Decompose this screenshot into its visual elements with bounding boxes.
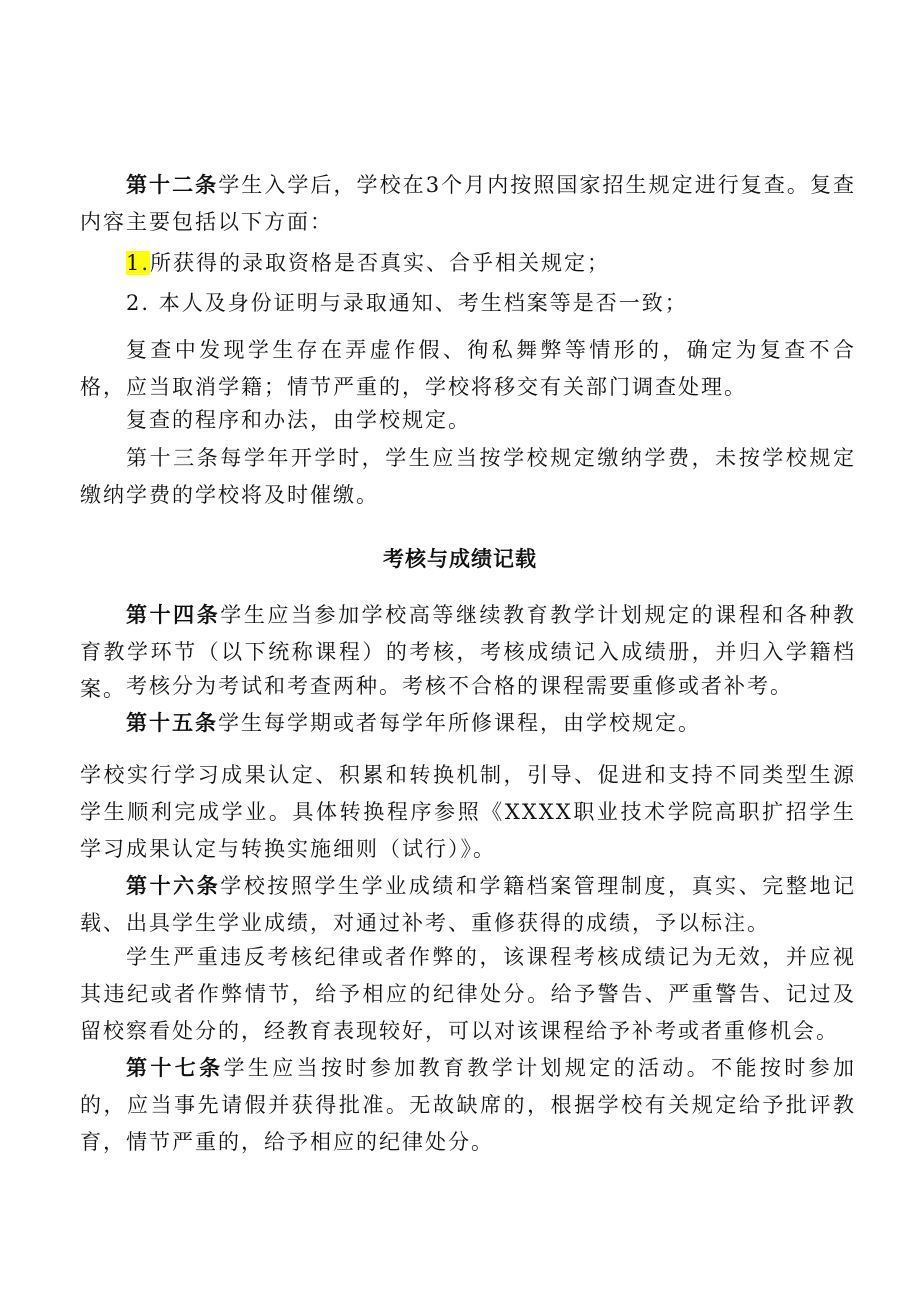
article-17-text: 学生应当按时参加教育教学计划规定的活动。不能按时参加的，应当事先请假并获得批准。无故缺席的，根据学校有关规定给予批评教育，情节严重的，给予相应的纪律处分。 xyxy=(80,1056,857,1154)
article-16-paragraph-2: 学生严重违反考核纪律或者作弊的，该课程考核成绩记为无效，并应视其违纪或者作弊情节，给予相应的纪律处分。给予警告、严重警告、记过及留校察看处分的，经教育表现较好，可以对该课程给予补考或者重修机会。 xyxy=(80,945,856,1043)
article-12-item-1 xyxy=(80,245,856,282)
section-title: 考核与成绩记载 xyxy=(383,547,537,571)
article-13-paragraph: 第十三条每学年开学时，学生应当按学校规定缴纳学费，未按学校规定缴纳学费的学校将及时催缴。 xyxy=(80,446,856,507)
item-1-number: 1. xyxy=(126,251,151,275)
article-12-paragraph xyxy=(80,166,856,241)
article-15-label: 第十五条 xyxy=(126,710,218,735)
article-16-label: 第十六条 xyxy=(126,873,221,898)
article-17-label: 第十七条 xyxy=(126,1055,224,1080)
article-12-item-2: 2. 本人及身份证明与录取通知、考生档案等是否一致； xyxy=(126,291,688,315)
article-14-paragraph-2: 考核分为考试和考查两种。考核不合格的课程需要重修或者补考。 xyxy=(126,674,793,698)
article-12-label: 第十二条 xyxy=(126,172,219,197)
article-15-paragraph-2: 学校实行学习成果认定、积累和转换机制，引导、促进和支持不同类型生源学生顺利完成学业。具体转换程序参照《XXXX职业技术学院高职扩招学生学习成果认定与转换实施细则（试行）》。 xyxy=(80,763,856,861)
article-16-text: 学校按照学生学业成绩和学籍档案管理制度，真实、完整地记载、出具学生学业成绩，对通过补考、重修获得的成绩，予以标注。 xyxy=(80,874,857,935)
article-14-label: 第十四条 xyxy=(126,602,221,627)
article-14-text: 学生应当参加学校高等继续教育教学计划规定的课程和各种教育教学环节（以下统称课程）的考核，考核成绩记入成绩册，并归入学籍档案。 xyxy=(80,603,857,701)
item-1-text: 所获得的录取资格是否真实、合乎相关规定； xyxy=(150,251,611,275)
article-12-paragraph-2: 复查中发现学生存在弄虚作假、徇私舞弊等情形的，确定为复查不合格，应当取消学籍；情节严重的，学校将移交有关部门调查处理。 xyxy=(80,338,856,399)
article-17-paragraph xyxy=(80,1049,856,1161)
article-12-text: 学生入学后，学校在3个月内按照国家招生规定进行复查。复查内容主要包括以下方面： xyxy=(80,173,857,234)
article-15-text: 学生每学期或者每学年所修课程，由学校规定。 xyxy=(218,711,701,735)
article-15-paragraph xyxy=(80,704,856,742)
article-12-paragraph-3: 复查的程序和办法，由学校规定。 xyxy=(126,408,471,432)
article-16-paragraph xyxy=(80,867,856,942)
